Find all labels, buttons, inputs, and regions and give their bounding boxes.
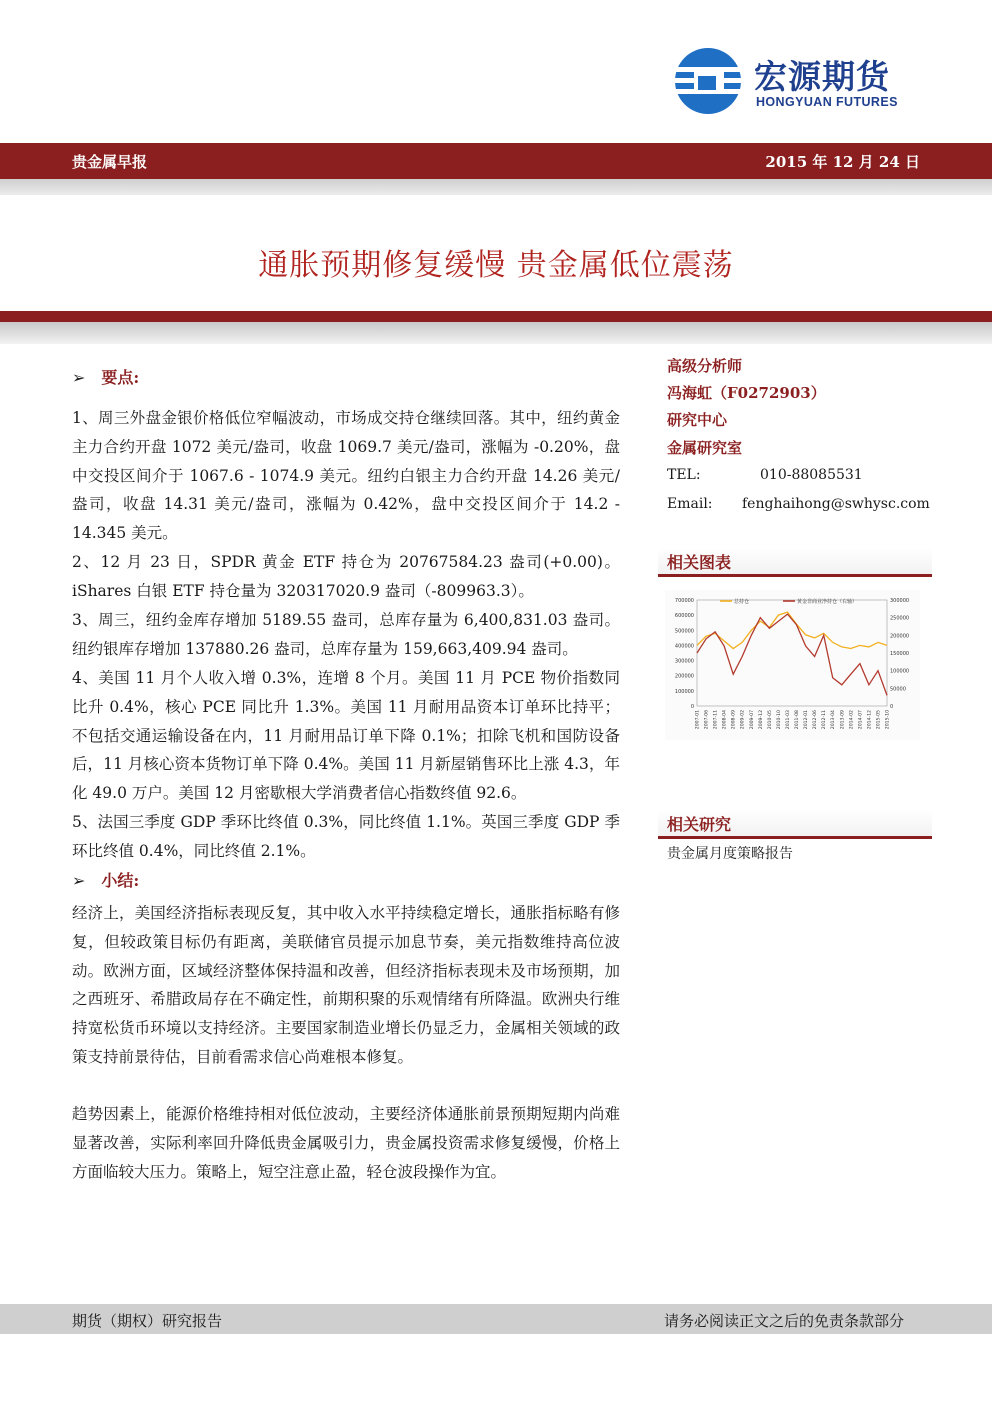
y-left-tick-label: 0 — [690, 704, 694, 710]
key-point-5: 5、法国三季度 GDP 季环比终值 0.3%，同比终值 1.1%。英国三季度 GDP 季环比终值 0.4%，同比终值 2.1%。 — [72, 813, 620, 860]
analyst-title: 高级分析师 — [667, 357, 743, 375]
key-point-4: 4、美国 11 月个人收入增 0.3%，连增 8 个月。美国 11 月 PCE 物价指数同比升 0.4%，核心 PCE 同比升 1.3%。美国 11 月耐用品资本订单环比持平；不包括交通运输设备在内，11 月耐用品订单下降 0.1%；扣除飞机和国防设备后，11 月核心资本货物订单下降 0.4%。美国 11 月新屋销售环比上涨 4.3，年化 49.0 万户。美国 12 月密歇根大学消费者信心指数终值 92.6。 — [72, 669, 620, 803]
x-tick-label: 2014-12 — [867, 710, 873, 730]
y-right-tick-label: 0 — [890, 704, 894, 710]
x-tick-label: 2011-03 — [785, 710, 791, 730]
report-date: 2015 年 12 月 24 日 — [765, 153, 920, 171]
legend-label-1: 总持仓 — [734, 599, 750, 605]
x-tick-label: 2009-02 — [740, 710, 746, 730]
related-chart-heading — [658, 548, 932, 577]
analyst-dept-2: 金属研究室 — [667, 439, 743, 457]
series-line-2 — [697, 614, 887, 695]
key-points-heading — [72, 365, 139, 388]
y-right-tick-label: 150000 — [890, 651, 910, 657]
logo-chinese-name: 宏源期货 — [754, 57, 890, 96]
email-label: Email: — [667, 496, 713, 512]
report-title: 通胀预期修复缓慢 贵金属低位震荡 — [258, 248, 734, 283]
tel-label: TEL: — [667, 467, 701, 483]
email-value[interactable]: fenghaihong@swhysc.com — [742, 496, 930, 512]
footer-disclaimer-link[interactable]: 请务必阅读正文之后的免责条款部分 — [663, 1312, 904, 1330]
company-logo — [672, 47, 922, 115]
y-right-tick-label: 50000 — [890, 686, 906, 693]
y-left-tick-label: 400000 — [674, 643, 694, 650]
x-tick-label: 2012-11 — [822, 710, 828, 730]
key-points-heading-text: 要点: — [101, 368, 140, 387]
y-right-tick-label: 250000 — [890, 615, 910, 622]
arrow-bullet-icon: ➢ — [72, 871, 86, 890]
y-left-tick-label: 100000 — [674, 688, 694, 695]
x-tick-label: 2014-02 — [849, 710, 855, 730]
tel-value: 010-88085531 — [760, 467, 863, 483]
related-research-heading — [658, 810, 932, 839]
summary-heading-text: 小结: — [101, 871, 140, 890]
x-tick-label: 2014-07 — [858, 710, 864, 730]
title-band — [0, 311, 992, 322]
x-tick-label: 2007-01 — [695, 710, 701, 730]
key-point-3: 3、周三，纽约金库存增加 5189.55 盎司，总库存量为 6,400,831.03 盎司。纽约银库存增加 137880.26 盎司，总库存量为 159,663,409.94 盎司。 — [72, 611, 620, 658]
x-tick-label: 2008-04 — [722, 710, 728, 730]
y-left-tick-label: 500000 — [674, 628, 694, 635]
x-tick-label: 2010-10 — [776, 710, 782, 730]
logo-english-name: HONGYUAN FUTURES — [756, 95, 898, 109]
related-research-heading-text: 相关研究 — [667, 815, 732, 834]
key-point-1: 1、周三外盘金银价格低位窄幅波动，市场成交持仓继续回落。其中，纽约黄金主力合约开盘 1072 美元/盎司，收盘 1069.7 美元/盎司，涨幅为 -0.20%，盘中交投区间介于 1067.6 - 1074.9 美元。纽约白银主力合约开盘 14.26 美元/盎司，收盘 14.31 美元/盎司，涨幅为 0.42%，盘中交投区间介于 14.2 - 14.345 美元。 — [72, 409, 620, 543]
related-research-item[interactable]: 贵金属月度策略报告 — [667, 846, 793, 862]
y-left-tick-label: 200000 — [674, 673, 694, 680]
y-right-tick-label: 100000 — [890, 668, 910, 675]
x-tick-label: 2008-09 — [731, 710, 737, 730]
x-tick-label: 2011-08 — [795, 710, 801, 730]
x-tick-label: 2013-09 — [840, 710, 846, 730]
series-line-1 — [697, 612, 887, 648]
x-tick-label: 2010-05 — [767, 710, 773, 730]
y-left-tick-label: 300000 — [674, 658, 694, 665]
related-chart-heading-text: 相关图表 — [667, 553, 732, 572]
report-type: 贵金属早报 — [72, 153, 148, 171]
x-tick-label: 2012-01 — [804, 710, 810, 730]
title-shade — [0, 322, 992, 344]
analyst-dept-1: 研究中心 — [667, 411, 728, 429]
gold-position-chart — [665, 590, 920, 740]
arrow-bullet-icon: ➢ — [72, 368, 86, 387]
summary-paragraph-2: 趋势因素上，能源价格维持相对低位波动，主要经济体通胀前景预期短期内尚难显著改善，实际利率回升降低贵金属吸引力，贵金属投资需求修复缓慢，价格上方面临较大压力。策略上，短空注意止盈，轻仓波段操作为宜。 — [72, 1105, 620, 1181]
x-tick-label: 2007-06 — [704, 710, 710, 730]
footer-left-text: 期货（期权）研究报告 — [72, 1312, 223, 1330]
y-left-tick-label: 600000 — [674, 613, 694, 620]
logo-mark-icon — [672, 47, 748, 115]
y-right-tick-label: 200000 — [890, 633, 910, 640]
x-tick-label: 2012-06 — [813, 710, 819, 730]
y-left-tick-label: 700000 — [674, 598, 694, 604]
x-tick-label: 2009-07 — [749, 710, 755, 730]
summary-heading — [72, 868, 139, 891]
x-tick-label: 2015-10 — [885, 710, 891, 730]
y-right-tick-label: 300000 — [890, 598, 910, 604]
legend-label-2: 黄金非商业净持仓（右轴） — [797, 599, 858, 605]
plot-frame — [697, 600, 887, 706]
key-point-2: 2、12 月 23 日，SPDR 黄金 ETF 持仓为 20767584.23 盎司(+0.00)。iShares 白银 ETF 持仓量为 320317020.9 盎司（-809963.3）。 — [72, 553, 620, 600]
summary-paragraph-1: 经济上，美国经济指标表现反复，其中收入水平持续稳定增长，通胀指标略有修复，但较政策目标仍有距离，美联储官员提示加息节奏，美元指数维持高位波动。欧洲方面，区域经济整体保持温和改善，但经济指标表现未及市场预期，加之西班牙、希腊政局存在不确定性，前期积聚的乐观情绪有所降温。欧洲央行维持宽松货币环境以支持经济。主要国家制造业增长仍显乏力，金属相关领域的政策支持前景待估，目前看需求信心尚难根本修复。 — [72, 904, 620, 1066]
x-tick-label: 2015-05 — [876, 710, 882, 730]
x-tick-label: 2013-04 — [831, 710, 837, 730]
x-tick-label: 2007-11 — [713, 710, 719, 730]
x-tick-label: 2009-12 — [758, 710, 764, 730]
header-shade — [0, 179, 992, 195]
analyst-name: 冯海虹（F0272903） — [667, 384, 826, 402]
chart-svg — [665, 590, 920, 740]
